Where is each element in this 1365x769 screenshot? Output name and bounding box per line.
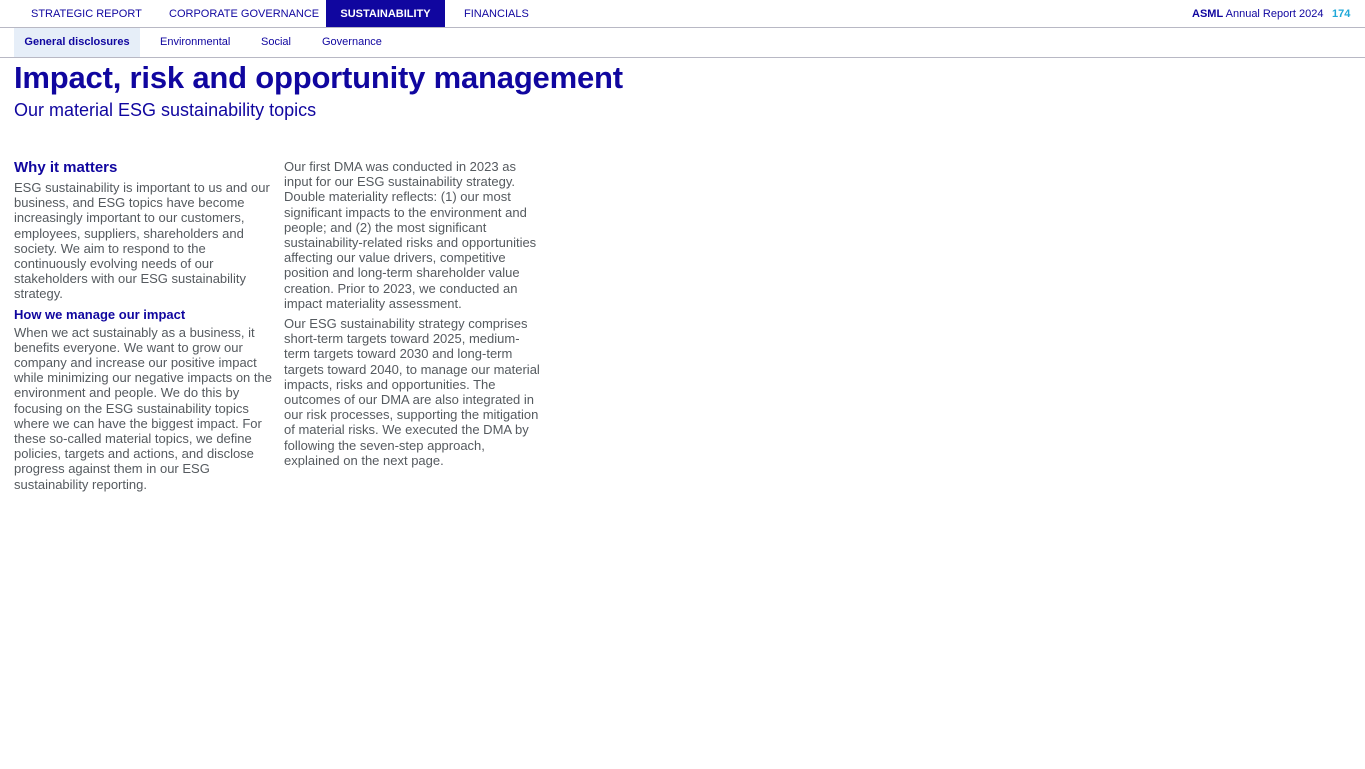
why-it-matters-heading: Why it matters: [14, 159, 118, 176]
why-it-matters-text: ESG sustainability is important to us and our business, and ESG topics have become increasingly important to our customers, employees, suppliers, shareholders and society. We aim to respond to the continuously evolving needs of our stakeholders with our ESG sustainability strategy.: [14, 180, 270, 302]
tab-corporate-governance[interactable]: CORPORATE GOVERNANCE: [169, 8, 320, 20]
tab-financials[interactable]: FINANCIALS: [464, 8, 529, 20]
right-text-column: [284, 159, 542, 473]
report-brand: [1192, 0, 1323, 27]
subnav-environmental[interactable]: Environmental: [160, 36, 231, 48]
tab-sustainability[interactable]: SUSTAINABILITY: [326, 0, 445, 27]
how-we-manage-text: When we act sustainably as a business, it benefits everyone. We want to grow our company and increase our positive impact while minimizing our negative impacts on the environment and people. We do this by focusing on the ESG sustainability topics where we can have the biggest impact. For these so-called material topics, we define policies, targets and actions, and disclose progress against them in our ESG sustainability reporting.: [14, 324, 272, 492]
report-title: Annual Report 2024: [1225, 8, 1324, 20]
dma-paragraph: Our first DMA was conducted in 2023 as input for our ESG sustainability strategy. Double materiality reflects: (1) our most significant impacts to the environment and people; and (2) the most significant sustainability-related risks and opportunities affecting our value drivers, competitive position and long-term shareholder value creation. Prior to 2023, we conducted an impact materiality assessment.: [284, 159, 537, 311]
page-subtitle: Our material ESG sustainability topics: [14, 100, 317, 120]
subnav-governance[interactable]: Governance: [322, 36, 382, 48]
page-title: Impact, risk and opportunity management: [14, 60, 623, 95]
top-navigation: [0, 0, 1365, 28]
section-subnavigation: [0, 28, 1365, 58]
strategy-paragraph: Our ESG sustainability strategy comprises short-term targets toward 2025, medium-term targets toward 2030 and long-term targets toward 2040, to manage our material impacts, risks and opportunities. The outcomes of our DMA are also integrated in our risk processes, supporting the mitigation of material risks. We executed the DMA by following the seven-step approach, explained on the next page.: [284, 316, 540, 468]
page-number: 174: [1332, 8, 1351, 20]
subnav-general-disclosures[interactable]: General disclosures: [14, 28, 140, 57]
subnav-social[interactable]: Social: [261, 36, 291, 48]
tab-strategic-report[interactable]: STRATEGIC REPORT: [31, 8, 142, 20]
left-text-column: [14, 158, 272, 497]
how-we-manage-heading: How we manage our impact: [14, 306, 186, 322]
brand-name: ASML: [1192, 8, 1224, 20]
